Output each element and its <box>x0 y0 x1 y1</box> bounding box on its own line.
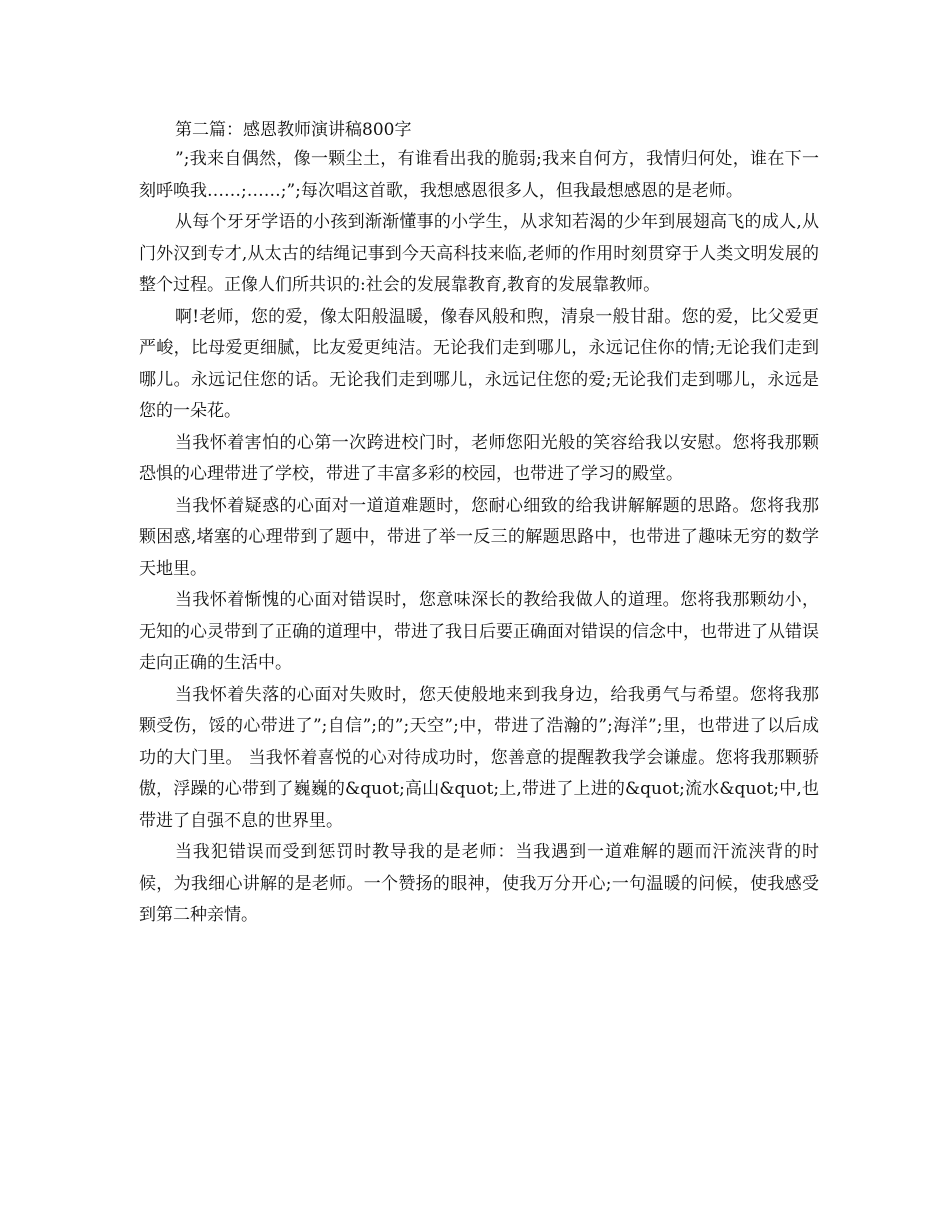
paragraph-8: 当我犯错误而受到惩罚时教导我的是老师：当我遇到一道难解的题而汗流浃背的时候，为我细心讲解的是老师。一个赞扬的眼神，使我万分开心;一句温暖的问候，使我感受到第二种亲情。 <box>139 842 819 925</box>
document-body <box>139 116 819 932</box>
paragraph-3: 啊!老师，您的爱，像太阳般温暖，像春风般和煦，清泉一般甘甜。您的爱，比父爱更严峻，比母爱更细腻，比友爱更纯洁。无论我们走到哪儿，永远记住你的情;无论我们走到哪儿。永远记住您的话。无论我们走到哪儿，永远记住您的爱;无论我们走到哪儿，永远是您的一朵花。 <box>139 306 819 421</box>
paragraph-1: ”;我来自偶然，像一颗尘土，有谁看出我的脆弱;我来自何方，我情归何处，谁在下一刻呼唤我……;……;”;每次唱这首歌，我想感恩很多人，但我最想感恩的是老师。 <box>139 149 819 201</box>
paragraph-2: 从每个牙牙学语的小孩到渐渐懂事的小学生，从求知若渴的少年到展翅高飞的成人,从门外汉到专才,从太古的结绳记事到今天高科技来临,老师的作用时刻贯穿于人类文明发展的整个过程。正像人们所共识的:社会的发展靠教育,教育的发展靠教师。 <box>139 212 819 295</box>
paragraph-5: 当我怀着疑惑的心面对一道道难题时，您耐心细致的给我讲解解题的思路。您将我那颗困惑,堵塞的心理带到了题中，带进了举一反三的解题思路中，也带进了趣味无穷的数学天地里。 <box>139 495 819 579</box>
paragraph-4: 当我怀着害怕的心第一次跨进校门时，老师您阳光般的笑容给我以安慰。您将我那颗恐惧的心理带进了学校，带进了丰富多彩的校园，也带进了学习的殿堂。 <box>139 432 819 484</box>
paragraph-7: 当我怀着失落的心面对失败时，您天使般地来到我身边，给我勇气与希望。您将我那颗受伤，馁的心带进了”;自信”;的”;天空”;中，带进了浩瀚的”;海洋”;里，也带进了以后成功的大门里。 当我怀着喜悦的心对待成功时，您善意的提醒教我学会谦虚。您将我那颗骄傲，浮躁的心带到了巍巍的&quot;高山&quot;上,带进了上进的&quot;流水&quot;中,也带进了自强不息的世界里。 <box>139 684 819 831</box>
document-title: 第二篇：感恩教师演讲稿800字 <box>175 120 412 140</box>
paragraph-6: 当我怀着惭愧的心面对错误时，您意味深长的教给我做人的道理。您将我那颗幼小，无知的心灵带到了正确的道理中，带进了我日后要正确面对错误的信念中，也带进了从错误走向正确的生活中。 <box>139 590 819 673</box>
